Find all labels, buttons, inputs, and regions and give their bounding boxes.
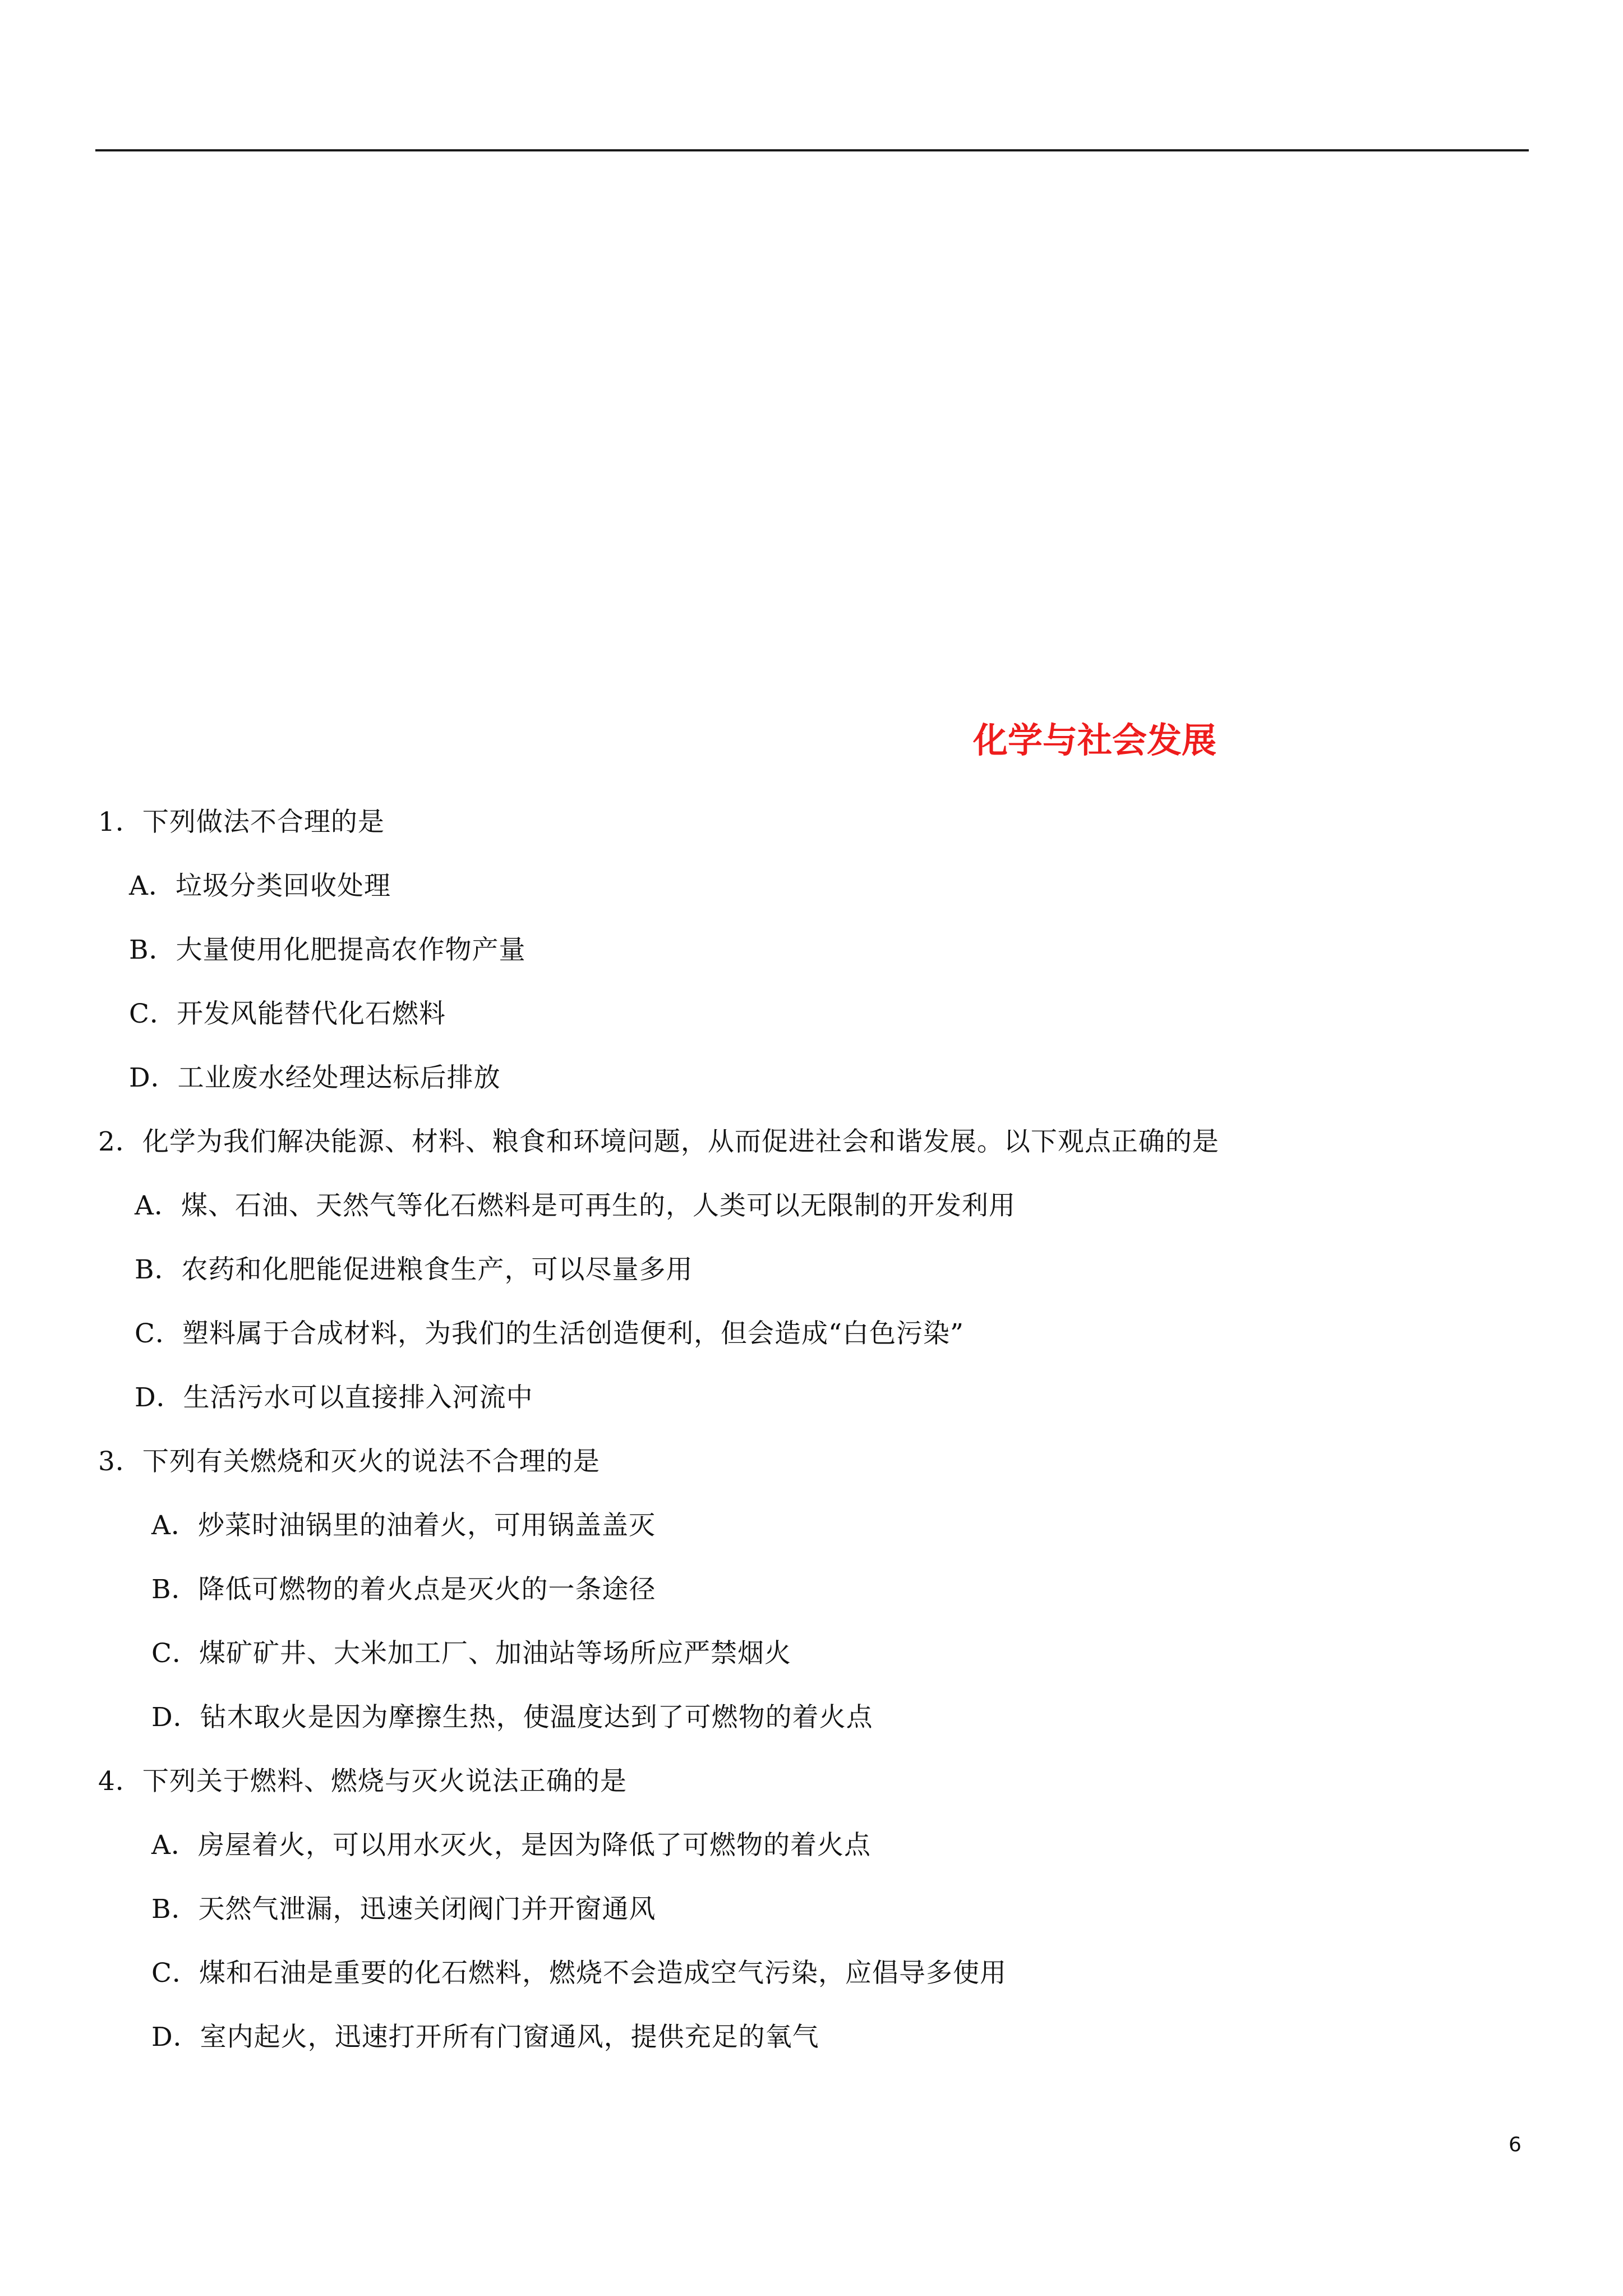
question-4-option-a: A．房屋着火，可以用水灭火，是因为降低了可燃物的着火点 [151, 1830, 871, 1861]
question-3-option-b: B．降低可燃物的着火点是灭火的一条途径 [151, 1574, 656, 1605]
question-1-option-d: D．工业废水经处理达标后排放 [129, 1062, 501, 1093]
question-2-option-d: D．生活污水可以直接排入河流中 [135, 1382, 533, 1413]
question-2-option-c: C．塑料属于合成材料，为我们的生活创造便利，但会造成“白色污染” [135, 1318, 965, 1349]
question-3-option-a: A．炒菜时油锅里的油着火，可用锅盖盖灭 [151, 1510, 656, 1541]
question-4-stem: 4．下列关于燃料、燃烧与灭火说法正确的是 [98, 1766, 627, 1797]
question-4-option-c: C．煤和石油是重要的化石燃料，燃烧不会造成空气污染，应倡导多使用 [151, 1958, 1007, 1989]
page-title: 化学与社会发展 [973, 720, 1217, 761]
question-1-option-a: A．垃圾分类回收处理 [129, 871, 391, 901]
header-rule [95, 149, 1529, 151]
question-3-option-d: D．钻木取火是因为摩擦生热，使温度达到了可燃物的着火点 [151, 1702, 873, 1733]
page-number: 6 [1509, 2133, 1521, 2156]
question-1-option-b: B．大量使用化肥提高农作物产量 [129, 935, 526, 965]
question-1-stem: 1．下列做法不合理的是 [98, 807, 385, 838]
question-2-stem: 2．化学为我们解决能源、材料、粮食和环境问题，从而促进社会和谐发展。以下观点正确的是 [98, 1126, 1219, 1157]
question-2-option-a: A．煤、石油、天然气等化石燃料是可再生的，人类可以无限制的开发利用 [135, 1190, 1016, 1221]
question-4-option-d: D．室内起火，迅速打开所有门窗通风，提供充足的氧气 [151, 2022, 819, 2053]
question-3-option-c: C．煤矿矿井、大米加工厂、加油站等场所应严禁烟火 [151, 1638, 791, 1669]
question-4-option-b: B．天然气泄漏，迅速关闭阀门并开窗通风 [151, 1894, 656, 1925]
question-2-option-b: B．农药和化肥能促进粮食生产，可以尽量多用 [135, 1254, 693, 1285]
question-1-option-c: C．开发风能替代化石燃料 [129, 999, 446, 1029]
question-3-stem: 3．下列有关燃烧和灭火的说法不合理的是 [98, 1446, 600, 1477]
